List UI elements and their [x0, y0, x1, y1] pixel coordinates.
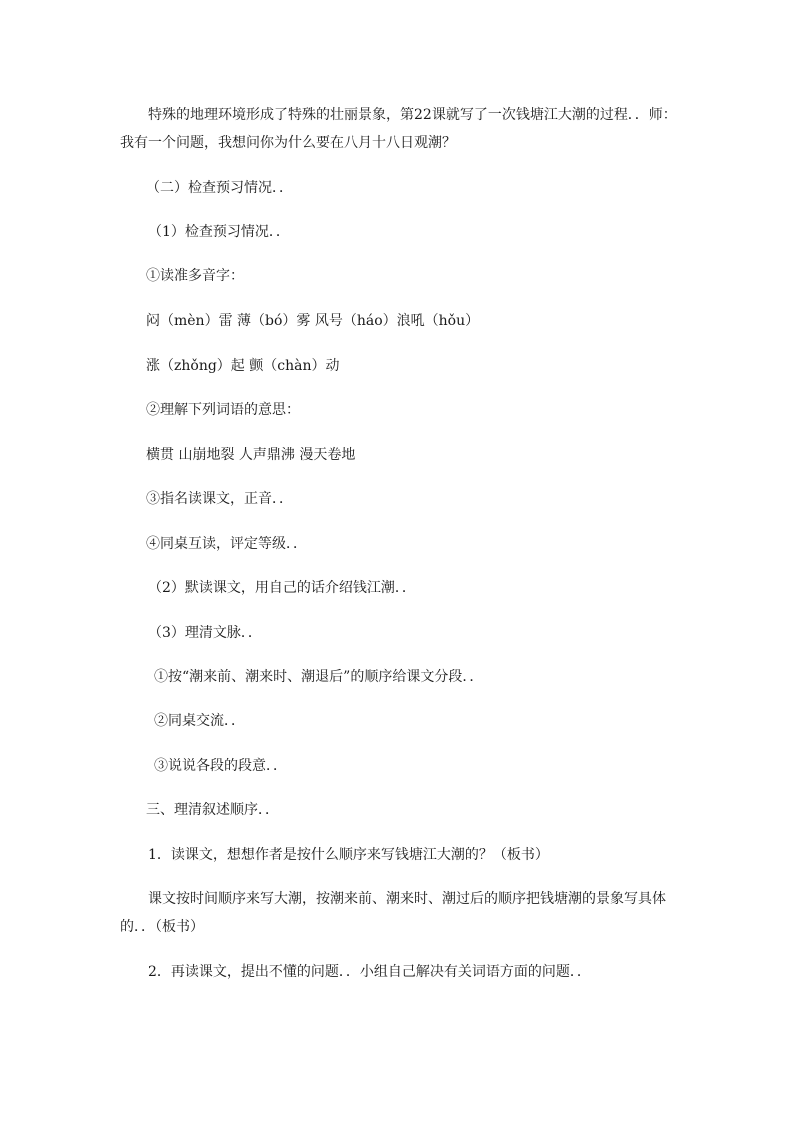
step-heading-check: （1）检查预习情况．．	[148, 224, 290, 240]
item-peer-read: ④同桌互读，评定等级．．	[146, 536, 307, 552]
item-exchange: ②同桌交流．．	[154, 713, 245, 729]
item-segment: ①按“潮来前、潮来时、潮退后”的顺序给课文分段．．	[154, 669, 484, 685]
item-polyphonic: ①读准多音字：	[146, 268, 244, 284]
answer-paragraph: 课文按时间顺序来写大潮，按潮来前、潮来时、潮过后的顺序把钱塘潮的景象写具体的．．（板书）	[120, 891, 666, 935]
item-read-aloud: ③指名读课文，正音．．	[146, 491, 293, 507]
item-paragraph-meaning: ③说说各段的段意．．	[154, 758, 287, 774]
numbered-item-2: 2．再读课文，提出不懂的问题．．小组自己解决有关词语方面的问题．．	[148, 964, 591, 980]
numbered-item-1: 1．读课文，想想作者是按什么顺序来写钱塘江大潮的？（板书）	[148, 847, 549, 863]
intro-paragraph: 特殊的地理环境形成了特殊的壮丽景象，第22课就写了一次钱塘江大潮的过程．．师：我有一个问题，我想问你为什么要在八月十八日观潮？	[120, 107, 677, 151]
section-heading-preview: （二）检查预习情况．．	[146, 180, 293, 196]
section-heading-order: 三、理清叙述顺序．．	[146, 802, 279, 818]
step-silent-read: （2）默读课文，用自己的话介绍钱江潮．．	[148, 580, 416, 596]
step-structure: （3）理清文脉．．	[148, 625, 262, 641]
pinyin-line-2: 涨（zhǒng）起 颤（chàn）动	[146, 358, 340, 374]
vocabulary-words: 横贯 山崩地裂 人声鼎沸 漫天卷地	[146, 447, 356, 463]
pinyin-line-1: 闷（mèn）雷 薄（bó）雾 风号（háo）浪吼（hǒu）	[146, 313, 480, 329]
item-vocabulary: ②理解下列词语的意思：	[146, 402, 300, 418]
